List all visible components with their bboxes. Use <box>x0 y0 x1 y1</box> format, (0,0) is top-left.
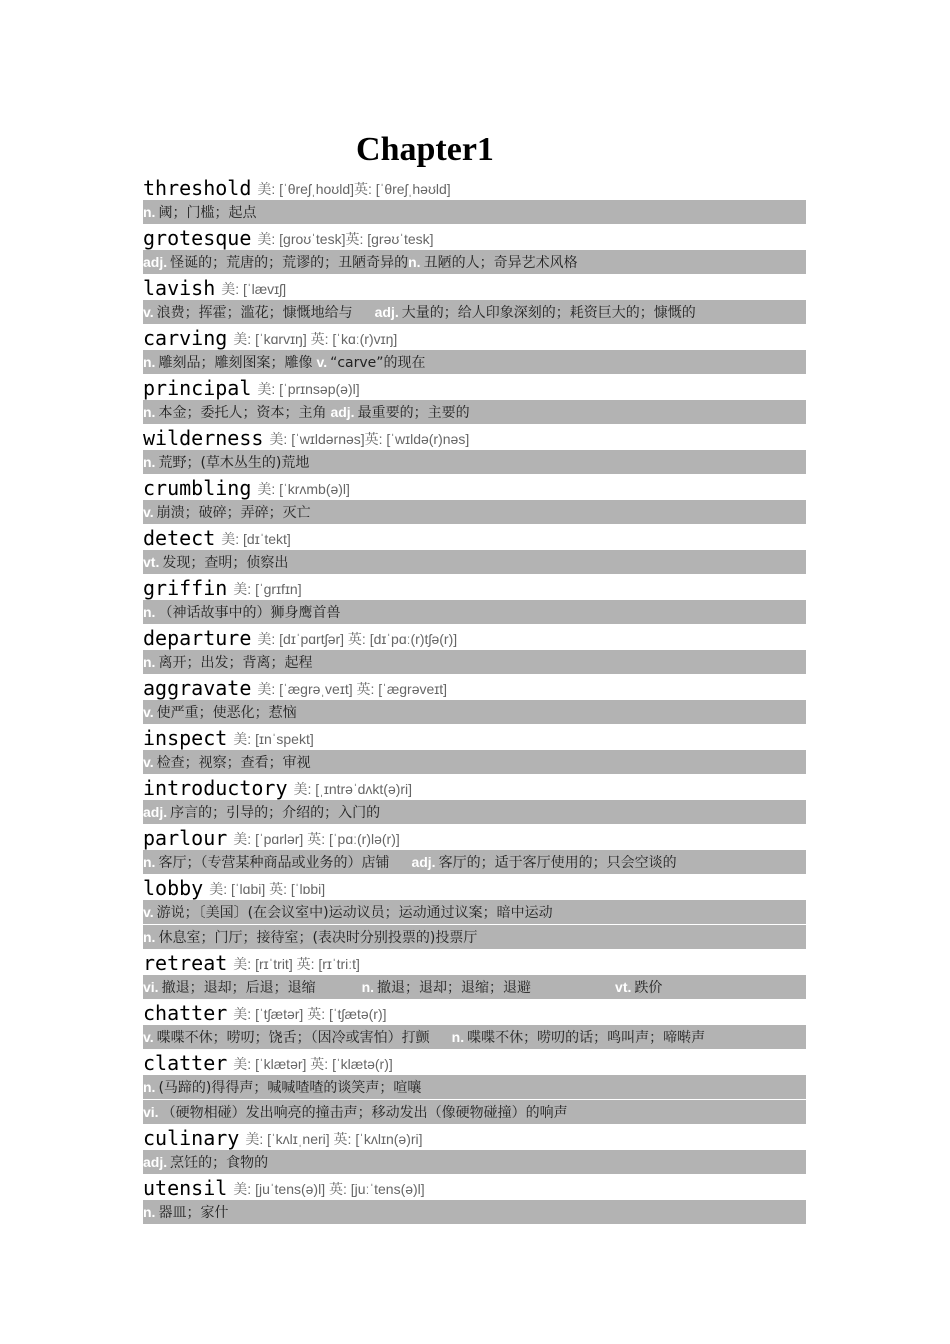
part-of-speech: v. <box>143 904 154 920</box>
vocab-entry <box>143 224 806 274</box>
definition-segment <box>143 602 340 622</box>
definition-segment <box>143 202 256 222</box>
definition-text: 发现；查明；侦察出 <box>162 555 289 571</box>
vocab-entry <box>143 774 806 824</box>
part-of-speech: n. <box>143 1204 156 1220</box>
entry-headline <box>143 674 806 700</box>
definition-segment <box>143 252 408 272</box>
definition-line <box>143 700 806 724</box>
definition-text: 怪诞的；荒唐的；荒谬的；丑陋奇异的 <box>170 255 409 271</box>
vocab-entry <box>143 1049 806 1124</box>
entry-headline <box>143 1174 806 1200</box>
part-of-speech: vt. <box>143 554 160 570</box>
part-of-speech: n. <box>143 929 156 945</box>
part-of-speech: adj. <box>143 1154 168 1170</box>
entry-headline <box>143 874 806 900</box>
entry-pronunciation: 美: [ˈtʃætər] 英: [ˈtʃætə(r)] <box>233 1006 387 1022</box>
entry-word: inspect <box>143 726 228 750</box>
definition-segment <box>143 452 309 472</box>
definition-text: 检查；视察；查看；审视 <box>156 755 311 771</box>
definition-text: 荒野；(草木丛生的)荒地 <box>158 455 310 471</box>
entry-headline <box>143 624 806 650</box>
part-of-speech: n. <box>143 404 156 420</box>
definition-line <box>143 1025 806 1049</box>
part-of-speech: v. <box>316 354 328 370</box>
definition-line <box>143 800 806 824</box>
part-of-speech: n. <box>143 654 156 670</box>
definition-line <box>143 975 806 999</box>
entry-word: threshold <box>143 176 252 200</box>
definition-text: 喋喋不休；唠叨；饶舌；（因冷或害怕）打颤 <box>156 1030 430 1046</box>
definition-segment <box>143 1027 430 1047</box>
definition-line <box>143 1075 806 1099</box>
part-of-speech: n. <box>143 1079 156 1095</box>
definition-text: 本金；委托人；资本；主角 <box>158 405 327 421</box>
definition-text: 离开；出发；背离；起程 <box>158 655 313 671</box>
part-of-speech: n. <box>143 604 156 620</box>
definition-line <box>143 250 806 274</box>
entry-pronunciation: 美: [ˈprɪnsəp(ə)l] <box>257 381 360 397</box>
vocab-entry <box>143 724 806 774</box>
entry-pronunciation: 美: [ˈɡrɪfɪn] <box>233 581 302 597</box>
definition-segment <box>143 402 326 422</box>
definition-line <box>143 350 806 374</box>
vocab-entry <box>143 474 806 524</box>
definition-line <box>143 200 806 224</box>
entry-headline <box>143 774 806 800</box>
entry-headline <box>143 1049 806 1075</box>
definition-segment <box>143 852 389 872</box>
definition-text: 撤退；退却；后退；退缩 <box>161 980 316 996</box>
entry-headline <box>143 374 806 400</box>
entry-word: lavish <box>143 276 216 300</box>
definition-segment <box>143 802 380 822</box>
entry-word: departure <box>143 626 252 650</box>
entry-pronunciation: 美: [ˈklætər] 英: [ˈklætə(r)] <box>233 1056 393 1072</box>
definition-line <box>143 600 806 624</box>
entry-headline <box>143 224 806 250</box>
definition-text: 跌价 <box>634 980 663 996</box>
definition-segment <box>143 1102 568 1122</box>
definition-text: 休息室；门厅；接待室；(表决时分别投票的)投票厅 <box>158 930 478 946</box>
part-of-speech: adj. <box>374 304 399 320</box>
definition-text: (马蹄的)得得声；喊喊喳喳的谈笑声；喧嚷 <box>158 1080 422 1096</box>
definition-segment <box>143 927 477 947</box>
entry-word: retreat <box>143 951 228 975</box>
entry-word: griffin <box>143 576 228 600</box>
part-of-speech: v. <box>143 754 154 770</box>
definition-text: （硬物相碰）发出响亮的撞击声；移动发出（像硬物碰撞）的响声 <box>161 1105 568 1121</box>
definition-line <box>143 1200 806 1224</box>
vocab-entry <box>143 574 806 624</box>
entry-word: aggravate <box>143 676 252 700</box>
definition-text: 使严重；使恶化；惹恼 <box>156 705 297 721</box>
definition-segment <box>143 502 311 522</box>
entry-headline <box>143 424 806 450</box>
vocab-entry <box>143 274 806 324</box>
definition-text: 崩溃；破碎；弄碎；灭亡 <box>156 505 311 521</box>
definition-segment <box>408 252 577 272</box>
entry-word: wilderness <box>143 426 264 450</box>
definition-text: （神话故事中的）狮身鹰首兽 <box>158 605 341 621</box>
definition-text: 喋喋不休；唠叨的话；鸣叫声；啼啭声 <box>467 1030 706 1046</box>
part-of-speech: adj. <box>143 254 168 270</box>
definition-line <box>143 925 806 949</box>
entry-pronunciation: 美: [ɡroʊˈtesk]英: [ɡrəʊˈtesk] <box>257 231 434 247</box>
vocab-entry <box>143 374 806 424</box>
part-of-speech: n. <box>143 204 156 220</box>
entry-pronunciation: 美: [dɪˈtekt] <box>221 531 291 547</box>
vocab-entry <box>143 674 806 724</box>
definition-segment <box>143 552 288 572</box>
part-of-speech: n. <box>143 854 156 870</box>
vocab-entry <box>143 424 806 474</box>
part-of-speech: vi. <box>143 979 159 995</box>
definition-segment <box>143 902 553 922</box>
definition-segment <box>375 302 696 322</box>
entry-word: chatter <box>143 1001 228 1025</box>
vocab-entry <box>143 824 806 874</box>
entry-pronunciation: 美: [ˈlɑbi] 英: [ˈlɒbi] <box>209 881 326 897</box>
definition-line <box>143 850 806 874</box>
definition-line <box>143 750 806 774</box>
vocab-entry <box>143 999 806 1049</box>
entry-word: carving <box>143 326 228 350</box>
definition-segment <box>143 1152 268 1172</box>
entry-pronunciation: 美: [dɪˈpɑrtʃər] 英: [dɪˈpɑː(r)tʃə(r)] <box>257 631 458 647</box>
definition-line <box>143 900 806 924</box>
entry-headline <box>143 824 806 850</box>
definition-text: 客厅；（专营某种商品或业务的）店铺 <box>158 855 390 871</box>
definition-text: 大量的；给人印象深刻的；耗资巨大的；慷慨的 <box>401 305 696 321</box>
definition-line <box>143 500 806 524</box>
entry-headline <box>143 524 806 550</box>
definition-segment <box>143 302 353 322</box>
definition-segment <box>143 1202 228 1222</box>
entry-headline <box>143 999 806 1025</box>
vocab-entry <box>143 1124 806 1174</box>
vocab-entry <box>143 324 806 374</box>
entry-word: clatter <box>143 1051 228 1075</box>
entry-word: parlour <box>143 826 228 850</box>
part-of-speech: v. <box>143 504 154 520</box>
definition-text: 撤退；退却；退缩；退避 <box>377 980 532 996</box>
entry-pronunciation: 美: [juˈtens(ə)l] 英: [juːˈtens(ə)l] <box>233 1181 425 1197</box>
entry-word: utensil <box>143 1176 228 1200</box>
definition-text: 阈；门槛；起点 <box>158 205 257 221</box>
definition-segment <box>411 852 676 872</box>
entry-pronunciation: 美: [ˌɪntrəˈdʌkt(ə)ri] <box>293 781 413 797</box>
definition-text: 序言的；引导的；介绍的；入门的 <box>170 805 381 821</box>
part-of-speech: n. <box>361 979 375 995</box>
part-of-speech: vi. <box>143 1104 159 1120</box>
entry-headline <box>143 274 806 300</box>
part-of-speech: adj. <box>330 404 355 420</box>
definition-segment <box>143 702 297 722</box>
part-of-speech: v. <box>143 1029 154 1045</box>
definition-segment <box>143 352 312 372</box>
definition-line <box>143 550 806 574</box>
entry-headline <box>143 1124 806 1150</box>
definition-segment <box>330 402 469 422</box>
entry-headline <box>143 474 806 500</box>
part-of-speech: adj. <box>143 804 168 820</box>
part-of-speech: n. <box>143 354 156 370</box>
part-of-speech: vt. <box>615 979 632 995</box>
entry-word: grotesque <box>143 226 252 250</box>
vocab-entry <box>143 1174 806 1224</box>
definition-text: 游说；〔美国〕(在会议室中)运动议员；运动通过议案；暗中运动 <box>156 905 553 921</box>
definition-segment <box>362 977 531 997</box>
entry-headline <box>143 949 806 975</box>
part-of-speech: v. <box>143 704 154 720</box>
entry-pronunciation: 美: [ˈwɪldərnəs]英: [ˈwɪldə(r)nəs] <box>269 431 470 447</box>
definition-text: 客厅的；适于客厅使用的；只会空谈的 <box>438 855 677 871</box>
entry-word: detect <box>143 526 216 550</box>
definition-segment <box>143 977 316 997</box>
definition-line <box>143 300 806 324</box>
definition-text: 雕刻品；雕刻图案；雕像 <box>158 355 313 371</box>
definition-line <box>143 1150 806 1174</box>
definition-line <box>143 650 806 674</box>
vocab-entry <box>143 174 806 224</box>
page-title: Chapter1 <box>356 131 494 168</box>
vocab-entry <box>143 949 806 999</box>
entry-pronunciation: 美: [ˈθreʃˌhoʊld]英: [ˈθreʃˌhəʊld] <box>257 181 451 197</box>
definition-segment <box>452 1027 705 1047</box>
entry-word: principal <box>143 376 252 400</box>
part-of-speech: adj. <box>411 854 436 870</box>
entry-pronunciation: 美: [ˈpɑrlər] 英: [ˈpɑː(r)lə(r)] <box>233 831 400 847</box>
entry-pronunciation: 美: [ˈlævɪʃ] <box>221 281 287 297</box>
vocab-entry <box>143 524 806 574</box>
part-of-speech: n. <box>408 254 421 270</box>
entry-headline <box>143 174 806 200</box>
entry-pronunciation: 美: [ˈkɑrvɪŋ] 英: [ˈkɑː(r)vɪŋ] <box>233 331 398 347</box>
definition-text: 最重要的；主要的 <box>357 405 470 421</box>
entry-headline <box>143 324 806 350</box>
part-of-speech: v. <box>143 304 154 320</box>
entry-headline <box>143 574 806 600</box>
entry-pronunciation: 美: [ɪnˈspekt] <box>233 731 314 747</box>
part-of-speech: n. <box>143 454 156 470</box>
entry-pronunciation: 美: [ˈkʌlɪˌneri] 英: [ˈkʌlɪn(ə)ri] <box>245 1131 423 1147</box>
definition-segment <box>615 977 662 997</box>
definition-segment <box>143 752 311 772</box>
definition-segment <box>143 1077 421 1097</box>
definition-text: “carve”的现在 <box>330 355 426 371</box>
part-of-speech: n. <box>451 1029 465 1045</box>
entry-word: crumbling <box>143 476 252 500</box>
definition-text: 烹饪的；食物的 <box>170 1155 269 1171</box>
vocab-entry <box>143 624 806 674</box>
vocab-entry <box>143 874 806 949</box>
vocabulary-list <box>143 174 806 1224</box>
entry-word: lobby <box>143 876 204 900</box>
definition-line <box>143 400 806 424</box>
definition-line <box>143 1100 806 1124</box>
definition-text: 丑陋的人；奇异艺术风格 <box>423 255 578 271</box>
definition-line <box>143 450 806 474</box>
entry-headline <box>143 724 806 750</box>
entry-word: culinary <box>143 1126 240 1150</box>
definition-segment <box>316 352 425 372</box>
definition-text: 浪费；挥霍；滥花；慷慨地给与 <box>156 305 353 321</box>
entry-pronunciation: 美: [ˈkrʌmb(ə)l] <box>257 481 350 497</box>
definition-text: 器皿；家什 <box>158 1205 229 1221</box>
entry-word: introductory <box>143 776 288 800</box>
definition-segment <box>143 652 312 672</box>
entry-pronunciation: 美: [ˈæɡrəˌveɪt] 英: [ˈæɡrəveɪt] <box>257 681 448 697</box>
entry-pronunciation: 美: [rɪˈtrit] 英: [rɪˈtriːt] <box>233 956 360 972</box>
